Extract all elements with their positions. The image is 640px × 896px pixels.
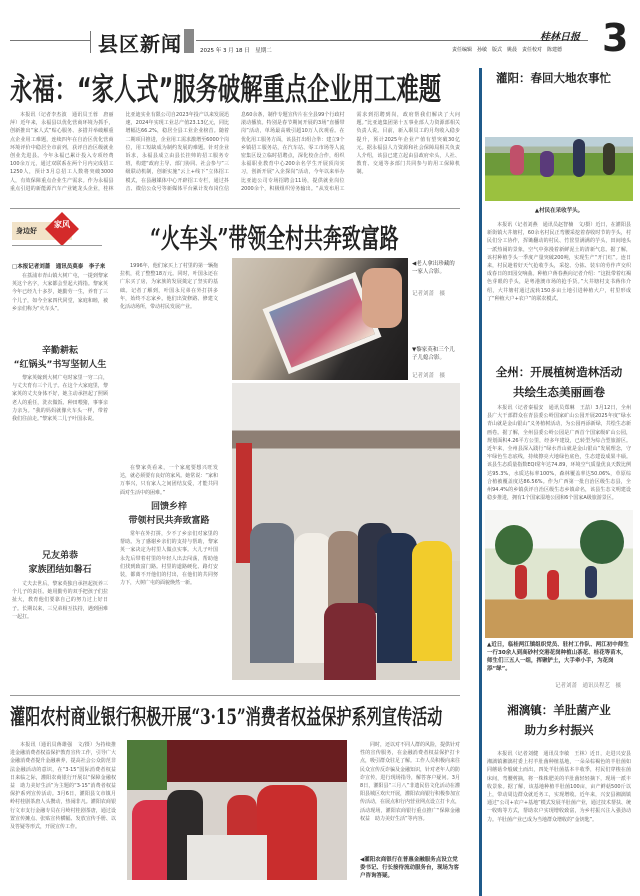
farmer xyxy=(603,143,615,175)
farmer xyxy=(573,139,585,177)
masthead-rule-left xyxy=(10,40,90,41)
story1-photo-caption: ▲村民在采收芋头。 xyxy=(534,208,584,214)
photo-tree-planting xyxy=(485,510,633,638)
issue-date: 2025 年 3 月 18 日 星期二 xyxy=(200,48,272,54)
subhead-2 xyxy=(12,549,108,577)
feature-headline: “火车头”带领全村共奔致富路 xyxy=(150,224,399,255)
feature-body-section1: 黎家英嫁到大树广屯时家里一穷二白，与丈夫育有三个儿子。在这个大家庭里，黎家英的丈夫身体不好，她主动承担起了照顾老人的重任，洗衣做饭、种田喂猪，事事亲力亲为。“我的妈妈就像火车头一样，带着我们往前走。”黎家英二儿子叶国永说。 xyxy=(12,375,108,423)
volunteer xyxy=(515,565,527,599)
sidebar-photo-caption: ▲近日，临桂两江镇组织党员、驻村工作队、两江初中师生一行30余人到高砂村交港花岗种植山茶花、桂花等苗木，师生们三五人一组，挥锹铲土，大手牵小手，为花岗添“绿”。 xyxy=(487,642,629,672)
person xyxy=(328,531,360,611)
bank-body-column2: 同时，还以对不同人群的风险，提供针对性的宣传服务，在金融消费者权益保护打卡点，吸引群众驻足了解。工作人员积极向来往民众宣传反诈骗及金融知识，针对老年人的防诈宣传，进行现场指导，解答客户疑问。3月8日，灌阳县“三月八”非遗民俗文化活动在灌阳县城区欢庆开展，灌阳农商银行积极参加宣传活动，在展点和行内营业网点设立打卡点，活动现场，灌阳农商银行重点推广“保障金融权益 助力美好生活”等内容。 xyxy=(360,742,460,822)
feature-body-family-values: 在黎家英看来，一个家庭要想兴旺发达，就必须要有良好的家风。她常说：“家和万事兴，只有家人之间团结友爱，才能共同面对生活中的困难。” xyxy=(120,465,218,496)
feature-body-section2: 丈夫去世后，黎家英独自承担起抚养三个儿子的责任。她用勤劳的双手把孩子们拉扯大，教育他们要靠自己的努力过上好日子。长期以来，三兄弟相互扶持，遇到困难一起扛。 xyxy=(12,581,108,620)
photo-bank-event xyxy=(127,740,347,880)
sidebar-story2-headline xyxy=(485,362,633,402)
volunteer xyxy=(585,566,597,598)
subhead-3-line2: 带领村民共奔致富路 xyxy=(128,516,210,526)
sidebar-accent-bar xyxy=(479,68,482,896)
photo1-caption: ◀老人拿出珍藏的一家人合影。 xyxy=(412,261,455,275)
tree xyxy=(580,520,624,564)
story2-headline-line2: 共绘生态美丽画卷 xyxy=(513,385,605,399)
hand xyxy=(362,268,402,328)
story3-headline-line2: 助力乡村振兴 xyxy=(524,723,594,737)
subhead-2-line1: 兄友弟恭 xyxy=(41,551,78,561)
section-divider xyxy=(10,208,460,209)
sidebar-photo-credit: 记者刘蔷 通讯员程艺 摄 xyxy=(555,683,622,689)
photo1-credit: 记者刘蔷 摄 xyxy=(412,291,446,297)
sidebar-story2-body: 本报讯（记者秦福安 通讯员郑琳 王喆）3月12日，全州县广大干部群众在青县委公岭国家矿山公园开展2025年度“绿水青山就是金山银山”义务植树活动，为公园再添新绿，共绘生态新画卷。据了解，全州县委公岭公园是广西首个国家级矿山公园，规划面积4.26平方公里，经多年建设，已转型为综合型旅游区。近年来，全州县深入践行“绿水青山就是金山银山”发展理念，守牢绿色生态底线，持续擦亮大地绿色底色，生态建设成果丰硕。该县生态质量指数EQI常年达74.89，环境空气质量优良天数比例达95.3%，水质达标率100%，森林覆盖率达50.06%，草原综合植被覆盖度达86.56%。作为广西第一批自治区级生态县，全州94.4%的乡镇获评自治区级生态乡镇命名，该县生态文明建设稳步推进，拥有1个国家湿地公园和6个国家A级旅游景区。 xyxy=(487,405,631,502)
feature-byline: □本报记者刘蔷 通讯员莫泰 李子来 xyxy=(12,264,106,270)
story2-headline-line1: 全州：开展植树造林活动 xyxy=(495,365,623,379)
lead-headline: 永福：“家人式”服务破解重点企业用工难题 xyxy=(10,72,442,108)
newspaper-logo: 桂林日报 xyxy=(540,32,580,43)
subhead-1-line2: “红锅头”书写坚韧人生 xyxy=(13,360,107,370)
bank-photo-caption: ◀灌阳农商银行在普惠金融服务点设立党委书记、行长接待流动服务台，现场为客户咨询答疑。 xyxy=(360,857,460,879)
lead-article-body: 本报讯（记者李杰波 通讯员王蓉 唐丽萍）近年来，永福县以优化营商环境为抓手，创新推出“家人式”贴心服务、多措并举破解重点企业用工难题，连续四年在自治区优化营商环境评价中稳居全市前列，获评自治区级就业创业先进县。今年永福已累计投入专项经费100余万元，通过双联系在两个月内完成招工1250人，预计3月总招工人数将突破3000人，有效保障重点企业生产需求。作为永福县重点引进的新能源汽车产业链龙头企业，桂林比亚迪实业有限公司自2023年投产以来发展迅速，2024年实现工业总产值23.13亿元，同比增幅达66.2%，稳居全县工业企业榜首。随着二期项目推进，企业用工需求激增至6000个岗位，用工短缺成为制约发展的难题。针对企业诉求，永福县成立由县长挂帅的招工服务专班，构建“政府主导、部门协同、社会参与”三级联动机制，创新实施“云上+线下”立体招工模式，在县融媒体中心开辟招工专栏，通过抖音、微信公众号等新媒体平台累计发布岗位信息60余条，制作专题宣传片在全县99个行政村滚动播放。特别是春节期间开展的3场“直播带岗”活动，单场最高吸引超10万人次观看。在优化用工服务方面，该县打出组合拳：建立9个乡镇招工服务站，在汽车站、零工市场等人流密集区设立临时招聘点，深化校企合作，组织永福职业教育中心200余名学生开展顶岗实习，创新开展“入企探岗”活动，今年以来举办比亚迪公司专场招聘会11场，提供就业岗位2000余个，积极组织劳务输出。“从发布用工需求到招聘到岗，政府帮我们解决了大问题。”比亚迪集团第十五事业部人力资源部相关负责人说。目前，新入职员工的月均收入稳步提升，预计2025年企业产值有望突破30亿元。据永福县人力资源和社会保障局相关负责人介绍，该县已建立起由县政府牵头，人社、教育、交通等多部门共同参与的用工保障机制。 xyxy=(10,112,460,192)
badge-mark: 家风 xyxy=(53,220,71,230)
person xyxy=(377,533,417,663)
sidebar-story3-body: 本报讯（记者刘健 通讯员李敏 王林）近日，走进兴安县湘漓镇湘漓村委上村羊肚菌种植基地，一朵朵棕褐色的羊肚菌如同蘑菇伞般破土而出，四处羊肚菌基本丰收季，村民们穿梭在菌床间，弯腰剪摘，将一株株肥美的羊肚菌轻轻摘下，现场一派丰收景象。据了解，该基地种植羊肚菌100亩，亩产鲜菇500斤以上，带动周边群众就近务工，实现增收。近年来，兴安县湘漓镇通过“公司+农户+基地”模式发展羊肚菌产业，通过技术帮扶、统一收购等方式，帮助农户实现增收致富，为乡村振兴注入强劲动力。羊肚菌产业已成为当地群众增收的“金钥匙”。 xyxy=(487,751,631,823)
seated-elder xyxy=(324,603,376,680)
bank-body-column1: 本报讯（通讯员蒋雄强 文/摄）为持续推进金融消费者权益保护教育宣传工作，引导广大金融消费者提升金融素养，提高社会公众防范非法金融活动的意识，在“3·15”国际消费者权益日来临之际，灌阳农商银行开展以“保障金融权益 助力美好生活”为主题的“3·15”消费者权益保护系列宣传活动。3月6日，灌阳县文市镇月岭村桂剧茶唐人头攒动，热闹非凡。灌阳农商银行文市支行金融专员在月岭村桂剧茶唐，通过设置宣传摊点、张贴宣传横幅、发放宣传手册、以及答疑等形式，开展宣传工作。 xyxy=(10,742,116,831)
section-divider xyxy=(10,695,460,696)
badge-rule xyxy=(12,245,102,246)
sidebar-story3-headline xyxy=(485,700,633,740)
subhead-3-line1: 回馈乡梓 xyxy=(150,502,187,512)
sidebar-story1-body: 本报讯（记者刘燕 通讯员赵智楠 文/摄）近日，在灌阳县新街镇大井塘村，60余名村民正弯腰采挖着春收时节的芋头，村民们分工协作，挥锄翻动的村民、竹筐里满满的芋头，田间地头一派热闹的景象，空气中弥漫着新鲜泥土的清新气息。据了解，该村种植芋头一季度产量突破200吨，实现生产“开门红”。连日来，村民趁着好天气抢收芋头，采挖、分拣、装车的劳作声交织成春日的田园交响曲。种植户蒋春燕向记者介绍：“这批带着红褐色芽眼的芋头，是粤港澳市场的抢手货。”大井塘村支书蒋伟介绍，大井塘村通过流转150多亩土地引进种植大户，村里形成了“种植大户+农户”的联农模式。 xyxy=(487,222,631,302)
section-block xyxy=(184,29,194,53)
subhead-3 xyxy=(120,500,218,528)
farmer xyxy=(510,145,524,175)
farmer xyxy=(540,151,554,177)
photo2-credit: 记者刘蔷 摄 xyxy=(412,373,446,379)
badge-label: 身边好 xyxy=(16,226,37,235)
photo-taro-harvest xyxy=(485,137,633,201)
editor-credits: 责任编辑 孙敏 版式 姚晨 责任校对 陈建德 xyxy=(452,47,563,53)
photo2-caption: ▼黎家英和三个儿子儿媳合影。 xyxy=(412,347,455,361)
person xyxy=(412,541,452,661)
masthead-rule-right xyxy=(196,40,588,41)
display-table xyxy=(187,835,267,880)
subhead-1 xyxy=(12,344,108,372)
feature-body-intro: 在荔浦市青山镇大树广屯，一提到黎家英这个名字，大家都会竖起大拇指。黎家英今年已经九十多岁，她勤劳一生，养育了三个儿子，如今全家四代同堂，家庭和睦，被乡亲们称为“火车头”。 xyxy=(12,273,108,312)
feature-body-column2: 1996年，他们家买上了村里的第一辆拖拉机，花了整整18万元。同时，叶国永还在广东买了房，为家族的发展奠定了坚实的基础。记者了解到，叶国永兄弟在外打拼多年，始终不忘家乡。他们出资修路、修建文化活动场所，带动村民发展产业。 xyxy=(120,263,218,311)
plants xyxy=(127,740,167,790)
person xyxy=(250,523,294,663)
page-number: 3 xyxy=(602,16,629,60)
masthead-tick xyxy=(90,31,91,53)
section-title: 县区新闻 xyxy=(98,32,182,56)
volunteer xyxy=(547,570,559,600)
subhead-2-line2: 家族团结如磐石 xyxy=(28,565,92,575)
subhead-1-line1: 辛勤耕耘 xyxy=(41,346,78,356)
photo-old-family-picture xyxy=(232,258,408,380)
photo-family-group xyxy=(232,383,460,680)
bank-headline: 灌阳农村商业银行积极开展“3·15”消费者权益保护系列宣传活动 xyxy=(10,704,443,729)
tree xyxy=(495,525,533,565)
sidebar-story1-headline: 灌阳：春回大地农事忙 xyxy=(496,71,611,85)
story3-headline-line1: 湘漓镇：羊肚菌产业 xyxy=(507,703,611,717)
feature-body-section3: 常年在外打拼，少不了乡亲们对家里的帮助。为了感谢乡亲们的支持与帮助，黎家英一家决定为村里人做点实事。大儿子叶国永先后带着村里的年轻人出去闯荡，帮助他们找到致富门路。村里的道路硬化、路灯安装，都离不开他们的付出，在他们的共同努力下，大树广屯的面貌焕然一新。 xyxy=(120,531,218,587)
